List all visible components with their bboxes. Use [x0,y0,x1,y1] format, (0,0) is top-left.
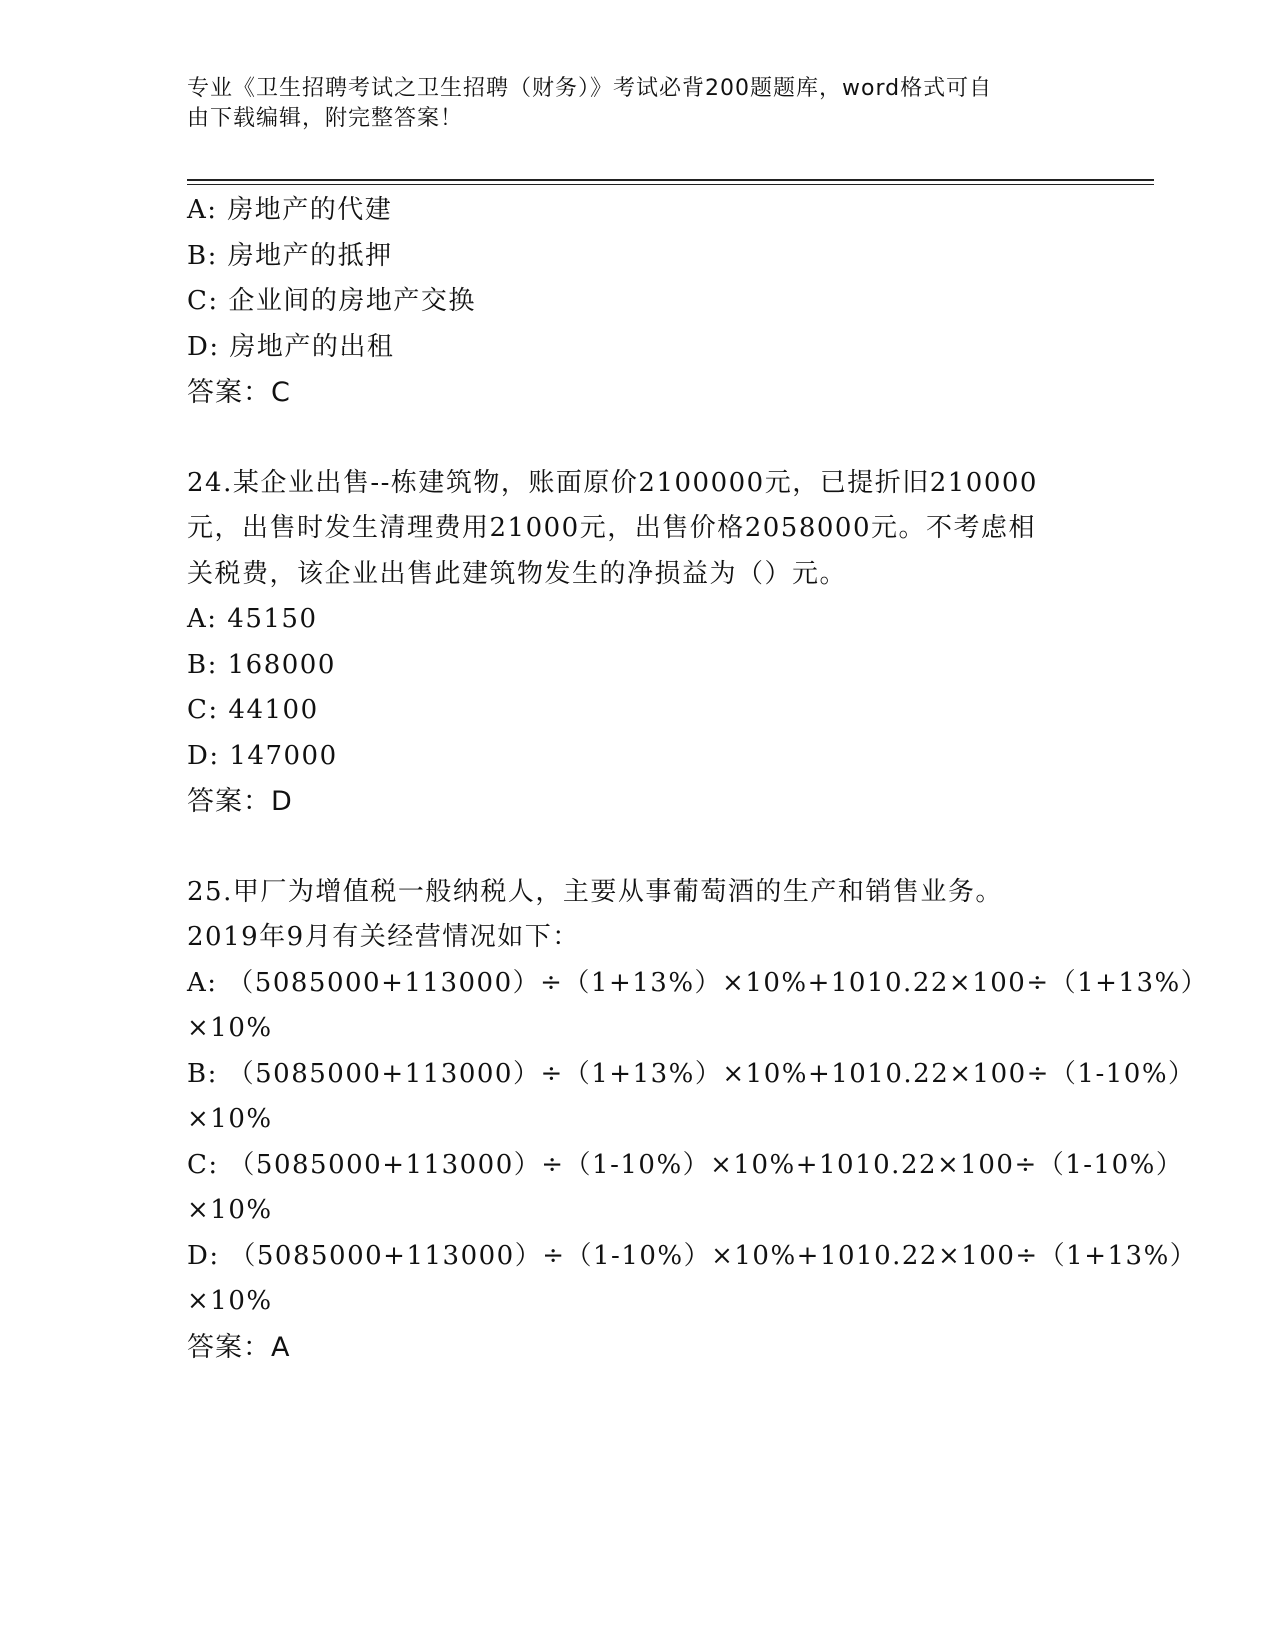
header-line-1: 专业《卫生招聘考试之卫生招聘（财务）》考试必背200题题库，word格式可自 [187,76,993,101]
spacer [187,825,1067,870]
option-a: A: 45150 [187,604,318,634]
question-stem-line: 元，出售时发生清理费用21000元，出售价格2058000元。不考虑相 [187,513,1037,543]
answer: 答案：C [187,377,291,408]
question-stem-line: 25.甲厂为增值税一般纳税人，主要从事葡萄酒的生产和销售业务。 [187,876,1003,907]
option-c-continuation: ×10% [187,1195,273,1225]
header-divider [187,179,1154,185]
option-d-continuation: ×10% [187,1286,273,1316]
option-d: D: （5085000+113000）÷（1-10%）×10%+1010.22×100÷（1+13%） [187,1240,1198,1271]
spacer [187,416,1067,461]
header-line-2: 由下载编辑，附完整答案！ [187,106,464,131]
option-b: B: 房地产的抵押 [187,240,393,271]
document-header [187,74,1067,134]
answer: 答案：D [187,786,293,817]
option-b-continuation: ×10% [187,1104,273,1134]
question-stem-line: 24.某企业出售--栋建筑物，账面原价2100000元，已提折旧210000 [187,467,1038,498]
option-a-continuation: ×10% [187,1013,273,1043]
question-stem-line: 关税费，该企业出售此建筑物发生的净损益为（）元。 [187,558,848,589]
question-stem-line: 2019年9月有关经营情况如下： [187,922,580,952]
option-a: A: 房地产的代建 [187,195,393,225]
question-23 [187,188,1067,416]
question-25 [187,870,1209,1371]
option-d: D: 147000 [187,740,338,771]
option-b: B: 168000 [187,649,336,680]
question-24 [187,461,1067,825]
option-c: C: （5085000+113000）÷（1-10%）×10%+1010.22×100÷（1-10%） [187,1149,1184,1180]
question-list [187,188,1209,1370]
option-c: C: 44100 [187,695,319,725]
option-d: D: 房地产的出租 [187,331,395,362]
option-b: B: （5085000+113000）÷（1+13%）×10%+1010.22×100÷（1-10%） [187,1058,1196,1089]
option-c: C: 企业间的房地产交换 [187,286,476,316]
answer: 答案：A [187,1331,291,1363]
option-a: A: （5085000+113000）÷（1+13%）×10%+1010.22×100÷（1+13%） [187,967,1209,998]
